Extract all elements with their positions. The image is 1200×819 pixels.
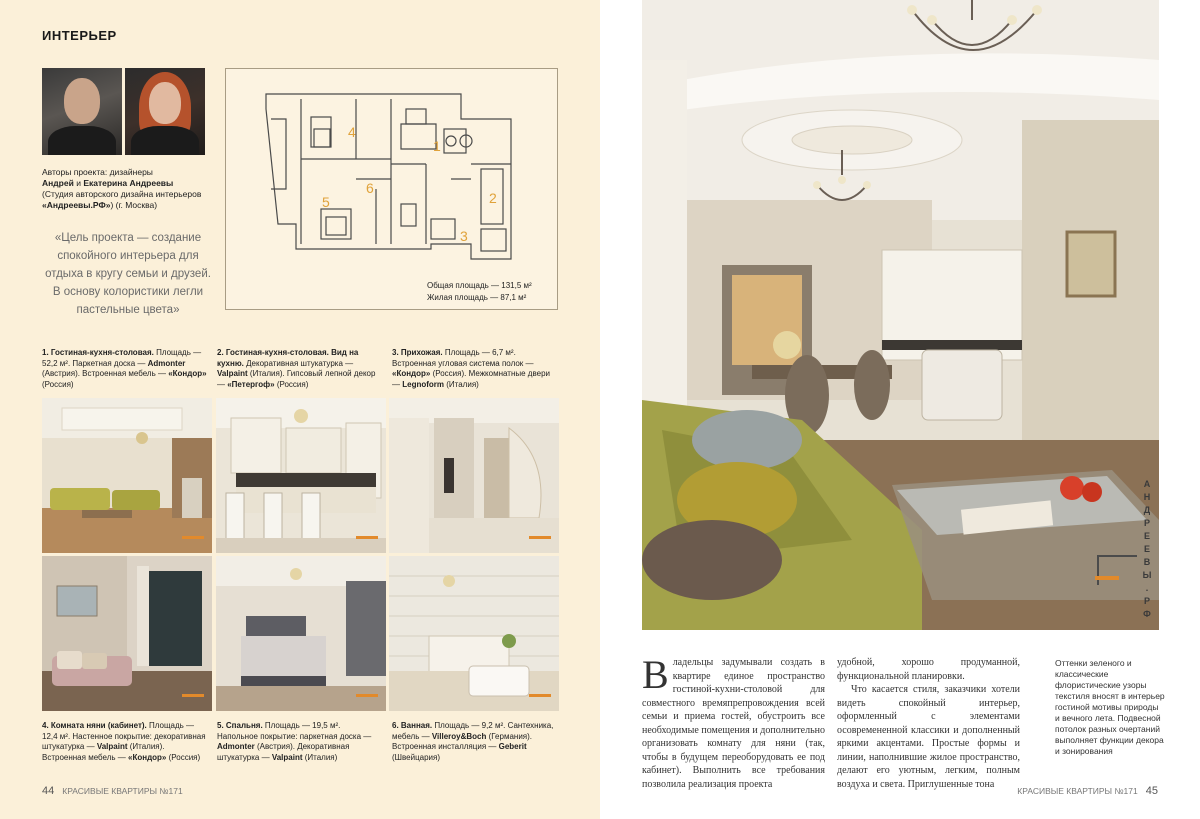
page-number: 45 — [1145, 785, 1158, 797]
photo-bedroom — [216, 556, 386, 711]
page-number: 44 — [42, 785, 55, 797]
studio-logo-mark — [1097, 555, 1137, 585]
caption-bathroom: 6. Ванная. Площадь — 9,2 м². Сантехника, мебель — Villeroy&Boch (Германия). Встроенная инсталляция — Geberit (Швейцария) — [392, 721, 554, 762]
article-column-2: удобной, хорошо продуманной, функциональной планировки. Что касается стиля, заказчики хотели видеть спокойный интерьер, оформленный с элементами осовремененной классики и дополненный яркими акцентами. Простые формы и линии, наполнившие жилое пространство, делают его уютным, легким, полным воздуха и света. Приглушенные тона — [837, 657, 1020, 790]
room-number-3: 3 — [460, 228, 468, 244]
authors-credit: Авторы проекта: дизайнеры Андрей и Екатерина Андреевы (Студия авторского дизайна интерьеров «Андреевы.РФ») (г. Москва) — [42, 167, 202, 210]
photo-bathroom — [389, 556, 559, 711]
section-label: ИНТЕРЬЕР — [42, 28, 117, 43]
drop-cap: В — [642, 652, 669, 697]
caption-bedroom: 5. Спальня. Площадь — 19,5 м². Напольное покрытие: паркетная доска — Admonter (Австрия). Декоративная штукатурка — Valpaint (Италия) — [217, 721, 372, 762]
plan-area-info: Общая площадь — 131,5 м² Жилая площадь — 87,1 м² — [427, 281, 532, 302]
caption-nanny-room: 4. Комната няни (кабинет). Площадь — 12,4 м². Настенное покрытие: декоративная штукатурка — Valpaint (Италия). Встроенная мебель — «Кондор» (Россия) — [42, 721, 206, 762]
magazine-title: КРАСИВЫЕ КВАРТИРЫ №171 — [62, 786, 183, 796]
photo-kitchen — [216, 398, 386, 553]
room-number-1: 1 — [433, 138, 441, 154]
room-number-6: 6 — [366, 180, 374, 196]
photo-side-note: Оттенки зеленого и классические флористические узоры текстиля вносят в интерьер гостиной мотивы природы и вечного лета. Подвесной потолок разных очертаний выполняет функции декора и зонирования — [1055, 658, 1165, 756]
article-column-1: Владельцы задумывали создать в квартире единое пространство гостиной-кухни-столовой для совместного времяпрепровождения всей семьи и приема гостей, обустроить все необходимые помещения и дополнительно организовать комнату для няни (так, чтобы в будущем переоборудовать ее под кабинет). Выполнить все требования позволила реализация проекта — [642, 652, 825, 790]
photo-hallway — [389, 398, 559, 553]
studio-brand-vertical: А Н Д Р Е Е В Ы . Р Ф — [1142, 479, 1152, 619]
room-number-5: 5 — [322, 194, 330, 210]
caption-hallway: 3. Прихожая. Площадь — 6,7 м². Встроенная угловая система полок — «Кондор» (Россия). Межкомнатные двери — Legnoform (Италия) — [392, 348, 550, 389]
pull-quote: «Цель проекта — создание спокойного интерьера для отдыха в кругу семьи и друзей. В основу колористики легли пастельные цвета» — [45, 232, 211, 316]
photo-nanny-room — [42, 556, 212, 711]
designer-portrait-andrey — [42, 68, 122, 155]
photo-living-room — [42, 398, 212, 553]
designer-portrait-ekaterina — [125, 68, 205, 155]
magazine-title: КРАСИВЫЕ КВАРТИРЫ №171 — [1017, 786, 1138, 796]
caption-kitchen-view: 2. Гостиная-кухня-столовая. Вид на кухню. Декоративная штукатурка — Valpaint (Италия). Гипсовый лепной декор — «Петергоф» (Россия) — [217, 348, 376, 389]
room-number-4: 4 — [348, 124, 356, 140]
studio-logo-dash — [1095, 576, 1119, 580]
hero-photo-living-room — [642, 0, 1159, 630]
room-number-2: 2 — [489, 190, 497, 206]
caption-living-room: 1. Гостиная-кухня-столовая. Площадь — 52,2 м². Паркетная доска — Admonter (Австрия). Встроенная мебель — «Кондор» (Россия) — [42, 348, 207, 389]
floor-plan-drawing — [226, 69, 559, 311]
floor-plan — [225, 68, 558, 310]
right-page — [600, 0, 1200, 819]
page-footer-right — [1017, 785, 1158, 797]
page-footer-left — [42, 785, 183, 797]
